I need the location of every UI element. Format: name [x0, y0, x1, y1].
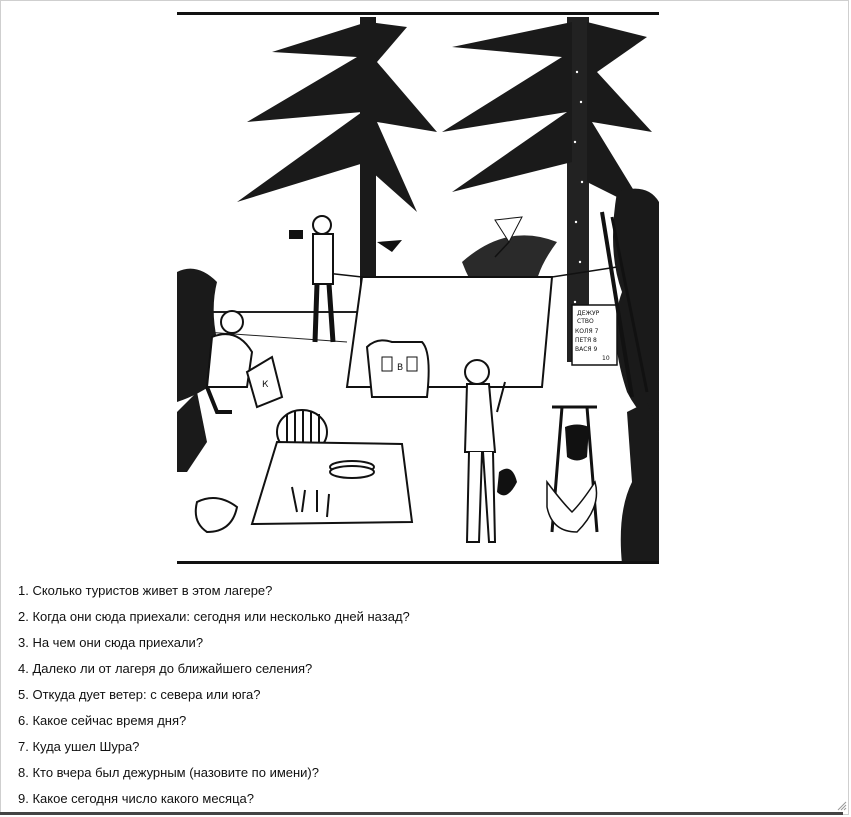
camp-illustration — [177, 12, 659, 564]
question-list — [18, 578, 410, 812]
question-8: 8. Кто вчера был дежурным (назовите по имени)? — [18, 765, 319, 780]
question-4: 4. Далеко ли от лагеря до ближайшего селения? — [18, 661, 313, 676]
campfire — [547, 407, 597, 532]
board-line-6: 10 — [602, 355, 610, 362]
bag-letter-k: К — [262, 380, 269, 390]
board-line-1: ДЕЖУР — [577, 310, 600, 317]
board-line-2: СТВО — [577, 318, 594, 325]
question-7: 7. Куда ушел Шура? — [18, 739, 140, 754]
boy-with-camera — [289, 216, 333, 342]
duty-board — [572, 305, 617, 365]
backpack — [367, 340, 429, 397]
board-line-3: КОЛЯ 7 — [575, 328, 599, 335]
crouching-boy — [207, 311, 282, 412]
question-9: 9. Какое сегодня число какого месяца? — [18, 791, 254, 806]
bag-letter-v: В — [397, 363, 404, 373]
question-1: 1. Сколько туристов живет в этом лагере? — [18, 583, 273, 598]
question-2: 2. Когда они сюда приехали: сегодня или несколько дней назад? — [18, 609, 410, 624]
bottom-border — [0, 812, 843, 815]
board-line-5: ВАСЯ 9 — [575, 346, 598, 353]
question-5: 5. Откуда дует ветер: с севера или юга? — [18, 687, 261, 702]
question-6: 6. Какое сейчас время дня? — [18, 713, 187, 728]
resize-grip-icon[interactable] — [837, 801, 847, 811]
tablecloth — [252, 442, 412, 524]
question-3: 3. На чем они сюда приехали? — [18, 635, 204, 650]
board-line-4: ПЕТЯ 8 — [575, 337, 597, 344]
